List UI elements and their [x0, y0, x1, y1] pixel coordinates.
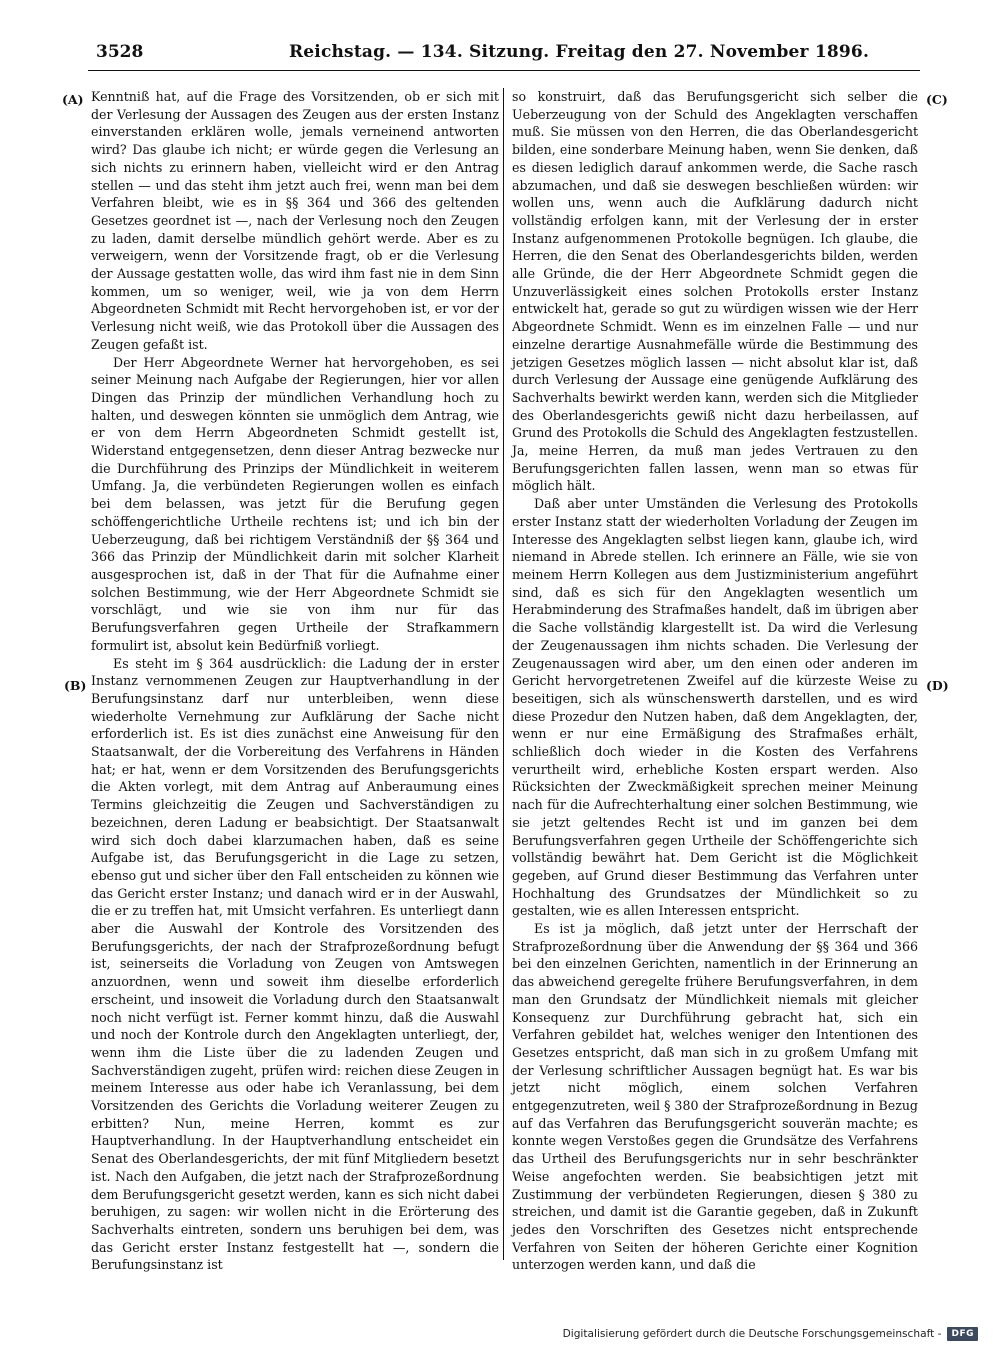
dfg-logo: DFG — [947, 1327, 978, 1341]
paragraph: so konstruirt, daß das Berufungsgericht sich selber die Ueberzeugung von der Schuld des Angeklagten verschaffen muß. Sie müssen von den Herren, die das Oberlandesgericht bilden, eine sonderbare Meinung haben, wenn Sie denken, daß es diesen lediglich darauf ankommen werde, die Sache rasch abzumachen, und daß sie deswegen beschließen würden: wir wollen uns, wenn auch die Aufklärung dadurch nicht vollständig erfolgen kann, mit der Verlesung der in erster Instanz aufgenommenen Protokolle begnügen. Ich glaube, die Herren, die den Senat des Oberlandesgerichts bilden, werden alle Gründe, die der Herr Abgeordnete Schmidt gegen die Unzuverlässigkeit eines solchen Protokolls erster Instanz entwickelt hat, gerade so gut zu würdigen wissen wie der Herr Abgeordnete Schmidt. Wenn es im einzelnen Falle — und nur einzelne derartige Ausnahmefälle würde die Bestimmung des jetzigen Gesetzes möglich lassen — nicht absolut klar ist, daß durch Verlesung der Aussage eine genügende Aufklärung des Sachverhalts bewirkt werden kann, werden sich die Mitglieder des Oberlandesgerichts gewiß nicht dazu herbeilassen, auf Grund des Protokolls die Schuld des Angeklagten festzustellen. Ja, meine Herren, da muß man jedes Vertrauen zu den Berufungsgerichten fallen lassen, wenn man so etwas für möglich hält. — [512, 89, 918, 494]
margin-marker-d: (D) — [926, 678, 949, 693]
right-column — [512, 88, 918, 1273]
credit-text: Digitalisierung gefördert durch die Deutsche Forschungsgemeinschaft - — [562, 1328, 942, 1340]
digitization-credit — [563, 1327, 978, 1341]
left-column — [91, 88, 499, 1273]
paragraph: Kenntniß hat, auf die Frage des Vorsitzenden, ob er sich mit der Verlesung der Aussagen des Zeugen aus der ersten Instanz einverstanden erklären wolle, jemals verneinend antworten wird? Das glaube ich nicht; er würde gegen die Verlesung an sich nichts zu erinnern haben, vielleicht wird er den Antrag stellen — und das steht ihm jetzt auch frei, wenn man bei dem Verfahren bleibt, wie es in §§ 364 und 366 des geltenden Gesetzes geordnet ist —, nach der Verlesung noch den Zeugen zu laden, damit derselbe mündlich gehört werde. Aber es zu verweigern, wenn der Vorsitzende fragt, ob er die Verlesung der Aussage gestatten wolle, das wird ihm fast nie in dem Sinn kommen, um so weniger, weil, wie ja von dem Herrn Abgeordneten Schmidt mit Recht hervorgehoben ist, er vor der Verlesung nicht weiß, wie das Protokoll über die Aussagen des Zeugen gefaßt ist. — [91, 89, 499, 352]
margin-marker-c: (C) — [926, 92, 948, 107]
page-header — [88, 40, 920, 70]
paragraph: Es steht im § 364 ausdrücklich: die Ladung der in erster Instanz vernommenen Zeugen zur Hauptverhandlung in der Berufungsinstanz darf nur unterbleiben, wenn diese wiederholte Vernehmung zur Aufklärung der Sache nicht erforderlich ist. Es ist dies zunächst eine Anweisung für den Staatsanwalt, der die Vorbereitung des Verfahrens in Händen hat; er hat, wenn er dem Vorsitzenden des Berufungsgerichts die Akten vorlegt, mit dem Antrag auf Anberaumung eines Termins gleichzeitig die Zeugen und Sachverständigen zu bezeichnen, deren Ladung er beabsichtigt. Der Staatsanwalt wird sich doch dabei klarzumachen haben, daß es seine Aufgabe ist, das Berufungsgericht in die Lage zu setzen, ebenso gut und sicher über den Fall entscheiden zu können wie das Gericht erster Instanz; und danach wird er in der Auswahl, die er zu treffen hat, mit Umsicht verfahren. Es unterliegt dann aber die Auswahl der Kontrole des Vorsitzenden des Berufungsgerichts, der nach der Strafprozeßordnung befugt ist, seinerseits die Vorladung von Zeugen von Amtswegen anzuordnen, wenn und soweit ihm dieselbe erforderlich erscheint, und insoweit die Vorladung durch den Staatsanwalt noch nicht verfügt ist. Ferner kommt hinzu, daß die Auswahl und noch der Kontrole durch den Angeklagten unterliegt, der, wenn ihm die Liste über die zu ladenden Zeugen und Sachverständigen zugeht, prüfen wird: reichen diese Zeugen in meinem Interesse aus oder habe ich Veranlassung, bei dem Vorsitzenden des Gerichts die Vorladung weiterer Zeugen zu erbitten? Nun, meine Herren, kommt es zur Hauptverhandlung. In der Hauptverhandlung entscheidet ein Senat des Oberlandesgerichts, der mit fünf Mitgliedern besetzt ist. Nach den Aufgaben, die jetzt nach der Strafprozeßordnung dem Berufungsgericht gesetzt werden, kann es sich nicht dabei beruhigen, zu sagen: wir wollen nicht in die Erörterung des Sachverhalts eintreten, sondern uns beruhigen bei dem, was das Gericht erster Instanz festgestellt hat —, sondern die Berufungsinstanz ist — [91, 655, 499, 1273]
paragraph: Es ist ja möglich, daß jetzt unter der Herrschaft der Strafprozeßordnung über die Anwendung der §§ 364 und 366 bei den einzelnen Gerichten, namentlich in der Erinnerung an das abweichend geregelte frühere Berufungsverfahren, in dem man den Grundsatz der Mündlichkeit niemals mit gleicher Konsequenz zur Durchführung gebracht hat, sich ein Verfahren gebildet hat, welches weniger den Intentionen des Gesetzes entspricht, daß man sich in zu großem Umfang mit der Verlesung schriftlicher Aussagen begnügt hat. Es war bis jetzt nicht möglich, einem solchen Verfahren entgegenzutreten, weil § 380 der Strafprozeßordnung in Bezug auf das Verfahren das Berufungsgericht souverän machte; es konnte wegen Verstoßes gegen die Grundsätze des Verfahrens das Urtheil des Berufungsgerichts nur in sehr beschränkter Weise angefochten werden. Sie beabsichtigen jetzt mit Zustimmung der verbündeten Regierungen, diesen § 380 zu streichen, und damit ist die Garantie gegeben, daß in Zukunft jedes den Vorschriften des Gesetzes nicht entsprechende Verfahren von Seiten der höheren Gerichte einer Kognition unterzogen werden kann, und daß die — [512, 921, 918, 1273]
paragraph: Daß aber unter Umständen die Verlesung des Protokolls erster Instanz statt der wiederholten Vorladung der Zeugen im Interesse des Angeklagten selbst liegen kann, glaube ich, wird niemand in Abrede stellen. Ich erinnere an Fälle, wie sie von meinem Herrn Kollegen aus dem Justizministerium angeführt sind, daß es sich für den Angeklagten wesentlich um Herabminderung des Strafmaßes handelt, daß im übrigen aber die Sache vollständig klargestellt ist. Da wird die Verlesung der Zeugenaussagen ihm nichts schaden. Die Verlesung der Zeugenaussagen wird aber, um den einen oder anderen im Gericht hervorgetretenen Zweifel auf die kürzeste Weise zu beseitigen, sich als wünschenswerth darstellen, und es wird diese Prozedur den Nutzen haben, daß dem Angeklagten, der, wenn er nur eine Ermäßigung des Strafmaßes erhält, schließlich doch wieder in die Kosten des Verfahrens verurtheilt wird, erhebliche Kosten erspart werden. Also Rücksichten der Zweckmäßigkeit sprechen meiner Meinung nach für die Aufrechterhaltung einer solchen Bestimmung, wie sie jetzt geltendes Recht ist und im ganzen bei dem Berufungsverfahren gegen Urtheile der Schöffengerichte sich vollständig bewährt hat. Dem Gericht ist die Möglichkeit gegeben, auf Grund dieser Bestimmung das Verfahren unter Hochhaltung des Grundsatzes der Mündlichkeit so zu gestalten, wie es allen Interessen entspricht. — [512, 496, 918, 919]
column-divider — [503, 88, 504, 1260]
margin-marker-b: (B) — [64, 678, 87, 693]
header-rule — [88, 70, 920, 71]
paragraph: Der Herr Abgeordnete Werner hat hervorgehoben, es sei seiner Meinung nach Aufgabe der Regierungen, hier vor allen Dingen das Prinzip der mündlichen Verhandlung hoch zu halten, und deswegen könnten sie unmöglich dem Antrag, wie er von dem Herrn Abgeordneten Schmidt gestellt ist, Widerstand entgegensetzen, denn dieser Antrag bezwecke nur die Durchführung des Prinzips der Mündlichkeit in weiterem Umfang. Ja, die verbündeten Regierungen wollen es einfach bei dem belassen, was jetzt für die Berufung gegen schöffengerichtliche Urtheile rechtens ist; und ich bin der Ueberzeugung, daß bei richtigem Verständniß der §§ 364 und 366 das Prinzip der Mündlichkeit darin mit solcher Klarheit ausgesprochen ist, daß in der That für die Aufnahme einer solchen Bestimmung, wie der Herr Abgeordnete Schmidt sie vorschlägt, und wie sie von ihm nur für das Berufungsverfahren gegen Urtheile der Strafkammern formulirt ist, absolut kein Bedürfniß vorliegt. — [91, 354, 499, 653]
running-title: Reichstag. — 134. Sitzung. Freitag den 27. November 1896. — [288, 42, 870, 62]
page-number: 3528 — [96, 42, 144, 62]
margin-marker-a: (A) — [62, 92, 84, 107]
